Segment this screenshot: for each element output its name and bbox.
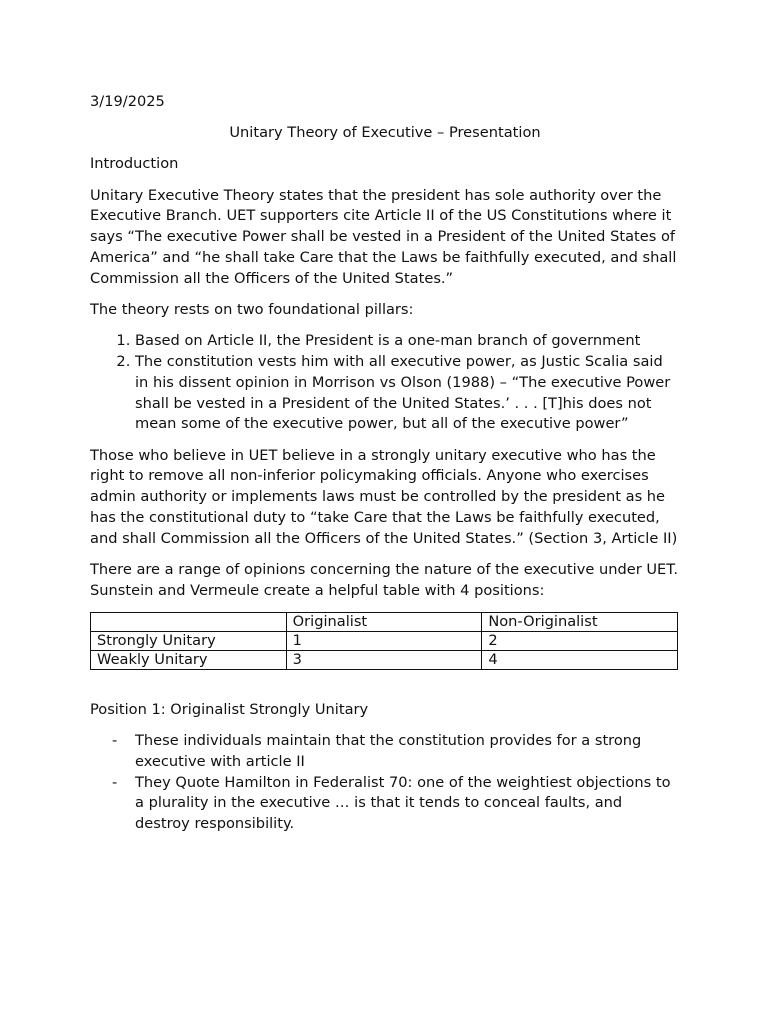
table-cell: 1 [286, 631, 482, 650]
table-cell: 4 [482, 650, 678, 669]
table-header-cell: Originalist [286, 612, 482, 631]
introduction-paragraph: Unitary Executive Theory states that the president has sole authority over the Executive Branch. UET supporters cite Article II of the US Constitutions where it says “The executive Power shall be vested in a President of the United States of America” and “he shall take Care that the Laws be faithfully executed, and shall Commission all the Officers of the United States.” [90, 186, 677, 287]
table-cell: 2 [482, 631, 678, 650]
table-cell: 3 [286, 650, 482, 669]
table-row [91, 631, 678, 650]
table-cell: Strongly Unitary [91, 631, 287, 650]
bullet-item [112, 731, 680, 773]
table-header-row [91, 612, 678, 631]
bullet-text: They Quote Hamilton in Federalist 70: one of the weightiest objections to a plurality in the executive … is that it tends to conceal faults, and destroy responsibility. [135, 773, 671, 833]
pillar-item: 2. The constitution vests him with all executive power, as Justic Scalia said in his dissent opinion in Morrison vs Olson (1988) – “The executive Power shall be vested in a President of the United States.’ . . . [T]his does not mean some of the executive power, but all of the executive power” [135, 352, 680, 435]
dash-bullet-marker: - [112, 773, 118, 791]
pillars-intro-paragraph: The theory rests on two foundational pillars: [90, 300, 414, 318]
believers-paragraph: Those who believe in UET believe in a strongly unitary executive who has the right to remove all non-inferior policymaking officials. Anyone who exercises admin authority or implements laws must be controlled by the president as he has the constitutional duty to “take Care that the Laws be faithfully executed, and shall Commission all the Officers of the United States.” (Section 3, Article II) [90, 446, 678, 547]
section-spacer [90, 670, 680, 700]
table-header-cell [91, 612, 287, 631]
positions-table [90, 612, 678, 670]
position-1-bullet-list [90, 731, 680, 835]
document-date: 3/19/2025 [90, 93, 165, 110]
pillar-item: 1. Based on Article II, the President is a one-man branch of government [135, 331, 680, 352]
table-row [91, 650, 678, 669]
bullet-item [112, 773, 680, 835]
pillars-list [90, 331, 680, 435]
range-paragraph: There are a range of opinions concerning the nature of the executive under UET. Sunstein and Vermeule create a helpful table with 4 positions: [90, 560, 679, 599]
table-header-cell: Non-Originalist [482, 612, 678, 631]
introduction-heading: Introduction [90, 155, 179, 173]
document-title: Unitary Theory of Executive – Presentation [229, 124, 541, 142]
bullet-text: These individuals maintain that the constitution provides for a strong executive with article II [135, 732, 642, 770]
position-1-heading: Position 1: Originalist Strongly Unitary [90, 700, 369, 718]
table-cell: Weakly Unitary [91, 650, 287, 669]
dash-bullet-marker: - [112, 732, 118, 750]
document-page [90, 92, 680, 835]
